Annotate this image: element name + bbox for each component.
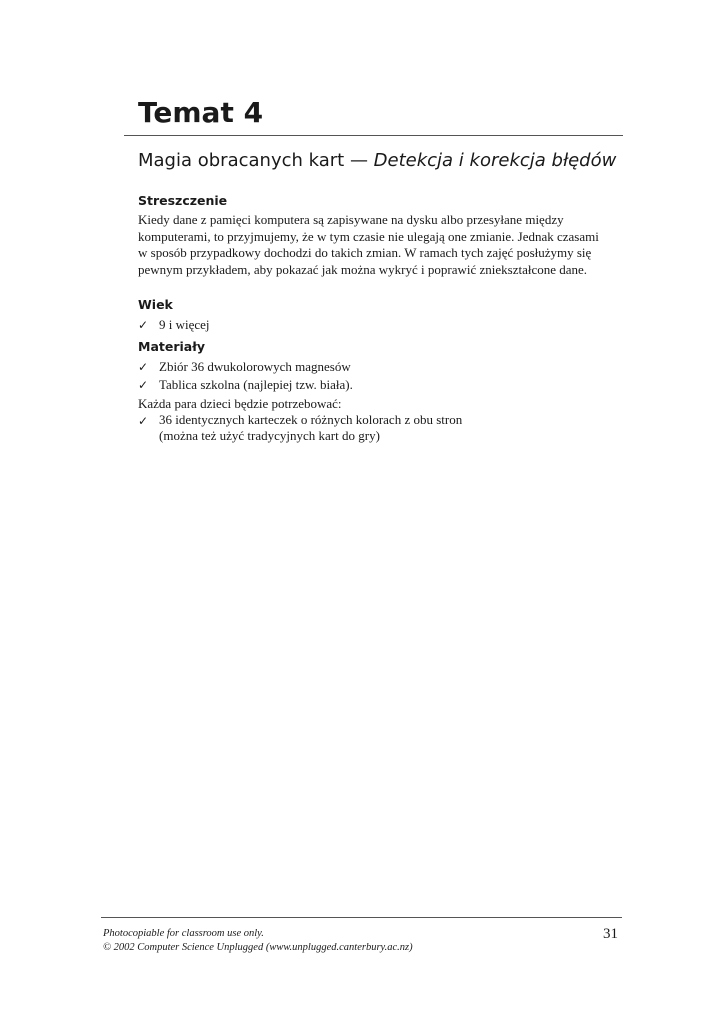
list-item xyxy=(138,316,210,334)
summary-paragraph xyxy=(138,212,618,278)
list-item xyxy=(138,358,353,376)
pair-materials-list xyxy=(138,412,462,444)
list-item-text-continuation: (można też użyć tradycyjnych kart do gry) xyxy=(159,428,380,443)
list-item-text: 36 identycznych karteczek o różnych kolorach z obu stron xyxy=(159,412,463,427)
summary-line: Kiedy dane z pamięci komputera są zapisywane na dysku albo przesyłane między xyxy=(138,212,564,227)
checkmark-icon: ✓ xyxy=(138,318,149,332)
checkmark-icon: ✓ xyxy=(138,414,149,428)
summary-line: w sposób przypadkowy dochodzi do takich zmian. W ramach tych zajęć posłużymy się xyxy=(138,245,592,260)
page-number: 31 xyxy=(603,926,618,942)
materials-list xyxy=(138,358,353,394)
age-heading: Wiek xyxy=(138,297,173,312)
summary-line: komputerami, to przyjmujemy, że w tym czasie nie ulegają one zmianie. Jednak czasami xyxy=(138,228,599,244)
subtitle-emphasis: Detekcja i korekcja błędów xyxy=(373,150,617,171)
list-item-text: Zbiór 36 dwukolorowych magnesów xyxy=(159,359,351,374)
title-divider xyxy=(124,135,623,136)
list-item xyxy=(138,412,462,444)
checkmark-icon: ✓ xyxy=(138,378,149,392)
pair-note: Każda para dzieci będzie potrzebować: xyxy=(138,396,342,411)
list-item xyxy=(138,376,353,394)
footer-divider xyxy=(101,917,622,918)
materials-heading: Materiały xyxy=(138,339,205,354)
list-item-text: 9 i więcej xyxy=(159,317,210,332)
checkmark-icon: ✓ xyxy=(138,360,149,374)
summary-line: pewnym przykładem, aby pokazać jak można wykryć i poprawić zniekształcone dane. xyxy=(138,261,588,277)
summary-heading: Streszczenie xyxy=(138,193,228,208)
list-item-text: Tablica szkolna (najlepiej tzw. biała). xyxy=(159,377,353,392)
footer-copyright: © 2002 Computer Science Unplugged (www.unplugged.canterbury.ac.nz) xyxy=(103,942,413,953)
chapter-title: Temat 4 xyxy=(138,96,264,129)
age-list xyxy=(138,316,210,334)
footer-copy-note: Photocopiable for classroom use only. xyxy=(103,928,264,939)
chapter-subtitle xyxy=(138,150,616,171)
subtitle-main: Magia obracanych kart — xyxy=(138,150,374,171)
